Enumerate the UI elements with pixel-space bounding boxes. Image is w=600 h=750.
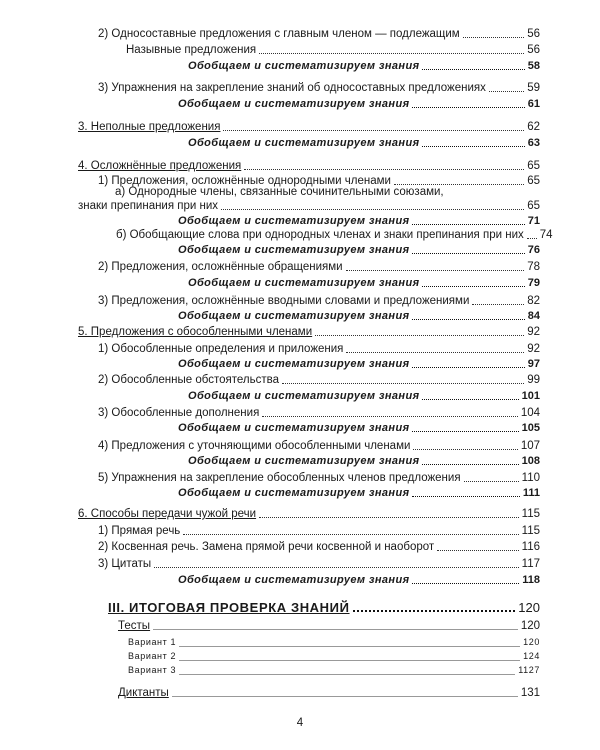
dot-leader xyxy=(412,495,519,497)
page-ref: 110 xyxy=(521,472,540,484)
entry-title: 3) Упражнения на закрепление знаний об односоставных предложениях xyxy=(98,82,486,94)
page-ref: 56 xyxy=(527,28,540,40)
part-title: III. ИТОГОВАЯ ПРОВЕРКА ЗНАНИЙ xyxy=(108,600,350,615)
toc-entry-review[interactable] xyxy=(78,274,540,290)
page-ref: 74 xyxy=(539,229,553,241)
page-ref: 82 xyxy=(527,295,540,307)
toc-entry-review[interactable] xyxy=(78,241,540,257)
page-ref: 117 xyxy=(521,558,540,570)
entry-title: 4) Предложения с уточняющими обособленными членами xyxy=(98,440,411,452)
entry-title: 1) Предложения, осложнённые однородными членами xyxy=(98,175,391,187)
entry-title: Обобщаем и систематизируем знания xyxy=(188,277,420,289)
dot-leader xyxy=(412,430,518,432)
page-ref: 97 xyxy=(527,358,540,370)
section-title: 3. Неполные предложения xyxy=(78,121,221,133)
entry-title: 2) Косвенная речь. Замена прямой речи косвенной и наоборот xyxy=(98,541,435,553)
toc-entry-review[interactable] xyxy=(78,452,540,468)
dot-leader xyxy=(422,463,518,465)
entry-title: Обобщаем и систематизируем знания xyxy=(178,487,410,499)
toc-entry[interactable] xyxy=(78,197,540,213)
entry-title: 3) Предложения, осложнённые вводными словами и предложениями xyxy=(98,295,470,307)
dot-leader xyxy=(154,566,518,568)
toc-entry[interactable] xyxy=(78,469,540,485)
page-ref: 120 xyxy=(518,600,540,615)
toc-entry[interactable] xyxy=(78,292,540,308)
entry-title: Назывные предложения xyxy=(126,44,257,56)
page-ref: 65 xyxy=(527,200,540,212)
page-ref: 63 xyxy=(527,137,540,149)
toc-entry-review[interactable] xyxy=(78,419,540,435)
toc-entry[interactable] xyxy=(78,41,540,57)
toc-entry[interactable] xyxy=(78,404,540,420)
toc-entry[interactable] xyxy=(78,538,540,554)
page-ref: 65 xyxy=(527,175,540,187)
toc-entry[interactable] xyxy=(78,79,540,95)
dot-leader xyxy=(422,68,524,70)
page-ref: 105 xyxy=(521,422,540,434)
dot-leader xyxy=(153,628,518,630)
toc-entry[interactable] xyxy=(78,555,540,571)
dot-leader xyxy=(413,448,517,450)
toc-entry-review[interactable] xyxy=(78,307,540,323)
dot-leader xyxy=(412,582,519,584)
page-ref: 108 xyxy=(521,455,540,467)
page-ref: 115 xyxy=(521,508,540,520)
section-title: 4. Осложнённые предложения xyxy=(78,160,242,172)
page-ref: 92 xyxy=(527,326,540,338)
page-ref: 124 xyxy=(523,651,540,661)
page-ref: 59 xyxy=(527,82,540,94)
entry-title: 2) Обособленные обстоятельства xyxy=(98,374,279,386)
page-ref: 78 xyxy=(527,261,540,273)
entry-title: Тесты xyxy=(118,620,151,632)
dot-leader xyxy=(183,533,518,535)
toc-entry[interactable] xyxy=(78,258,540,274)
page-ref: 131 xyxy=(520,687,540,699)
toc-entry[interactable] xyxy=(78,437,540,453)
entry-title: Обобщаем и систематизируем знания xyxy=(178,422,410,434)
section-title: 6. Способы передачи чужой речи xyxy=(78,508,257,520)
toc-entry[interactable] xyxy=(78,371,540,387)
page-ref: 84 xyxy=(527,310,540,322)
toc-part[interactable] xyxy=(78,599,540,615)
toc-entry[interactable] xyxy=(78,25,540,41)
toc-section[interactable] xyxy=(78,118,540,134)
entry-title: 1) Прямая речь xyxy=(98,525,181,537)
page-ref: 107 xyxy=(520,440,540,452)
entry-title: Обобщаем и систематизируем знания xyxy=(188,455,420,467)
toc-entry[interactable] xyxy=(78,226,553,242)
entry-title: Вариант 1 xyxy=(128,637,177,647)
dot-leader xyxy=(262,415,518,417)
dot-leader xyxy=(223,129,524,131)
dot-leader xyxy=(353,609,516,612)
entry-title-line1: а) Однородные члены, связанные сочинительными союзами, xyxy=(115,186,444,198)
dot-leader xyxy=(422,285,524,287)
entry-title: Обобщаем и систематизируем знания xyxy=(188,60,420,72)
toc-entry-review[interactable] xyxy=(78,484,540,500)
page-ref: 62 xyxy=(527,121,540,133)
toc-entry-review[interactable] xyxy=(78,134,540,150)
page-ref: 120 xyxy=(520,620,540,632)
dot-leader xyxy=(259,52,524,54)
entry-title: Обобщаем и систематизируем знания xyxy=(188,390,420,402)
entry-title: б) Обобщающие слова при однородных членах и знаки препинания при них xyxy=(116,229,524,241)
toc-section[interactable] xyxy=(78,323,540,339)
page-ref: 104 xyxy=(520,407,540,419)
page-ref: 116 xyxy=(521,541,540,553)
entry-title: 5) Упражнения на закрепление обособленных членов предложения xyxy=(98,472,461,484)
toc-entry[interactable] xyxy=(78,617,540,633)
entry-title: 3) Цитаты xyxy=(98,558,152,570)
page-ref: 118 xyxy=(522,574,540,586)
entry-title: Диктанты xyxy=(118,687,169,699)
page-ref: 71 xyxy=(527,215,540,227)
toc-entry[interactable] xyxy=(78,661,540,677)
toc-section[interactable] xyxy=(78,505,540,521)
toc-section[interactable] xyxy=(78,157,540,173)
dot-leader xyxy=(412,223,524,225)
page-ref: 58 xyxy=(527,60,540,72)
page-ref: 1127 xyxy=(518,665,540,675)
entry-title: 2) Односоставные предложения с главным членом — подлежащим xyxy=(98,28,460,40)
page-ref: 111 xyxy=(522,487,540,499)
entry-title: Обобщаем и систематизируем знания xyxy=(178,215,410,227)
dot-leader xyxy=(221,208,524,210)
page-ref: 56 xyxy=(527,44,540,56)
dot-leader xyxy=(412,366,524,368)
toc-entry-review[interactable] xyxy=(78,571,540,587)
section-title: 5. Предложения с обособленными членами xyxy=(78,326,313,338)
entry-title: Обобщаем и систематизируем знания xyxy=(178,310,410,322)
dot-leader xyxy=(412,106,524,108)
page-ref: 61 xyxy=(527,98,540,110)
entry-title: Обобщаем и систематизируем знания xyxy=(188,137,420,149)
dot-leader xyxy=(172,695,518,697)
toc-entry[interactable] xyxy=(78,684,540,700)
dot-leader xyxy=(315,334,524,336)
toc-entry[interactable] xyxy=(78,522,540,538)
entry-title: 2) Предложения, осложнённые обращениями xyxy=(98,261,343,273)
dot-leader xyxy=(437,549,519,551)
dot-leader xyxy=(346,351,524,353)
entry-title: 3) Обособленные дополнения xyxy=(98,407,260,419)
entry-title: Обобщаем и систематизируем знания xyxy=(178,574,410,586)
dot-leader xyxy=(346,269,525,271)
page-ref: 101 xyxy=(521,390,540,402)
entry-title: Обобщаем и систематизируем знания xyxy=(178,358,410,370)
toc-entry-review[interactable] xyxy=(78,387,540,403)
dot-leader xyxy=(179,673,515,675)
dot-leader xyxy=(422,398,518,400)
page-ref: 92 xyxy=(527,343,540,355)
dot-leader xyxy=(527,237,537,239)
entry-title: 1) Обособленные определения и приложения xyxy=(98,343,344,355)
dot-leader xyxy=(464,480,519,482)
dot-leader xyxy=(259,516,519,518)
dot-leader xyxy=(412,318,524,320)
entry-title: Вариант 3 xyxy=(128,665,177,675)
page-ref: 65 xyxy=(527,160,540,172)
page-ref: 99 xyxy=(527,374,540,386)
entry-title: Обобщаем и систематизируем знания xyxy=(178,98,410,110)
toc-entry-review[interactable] xyxy=(78,57,540,73)
dot-leader xyxy=(412,252,524,254)
dot-leader xyxy=(282,382,524,384)
page-number: 4 xyxy=(296,717,304,729)
dot-leader xyxy=(244,168,524,170)
page-ref: 120 xyxy=(523,637,540,647)
entry-title-line2: знаки препинания при них xyxy=(78,200,219,212)
dot-leader xyxy=(489,90,524,92)
dot-leader xyxy=(422,145,524,147)
entry-title: Обобщаем и систематизируем знания xyxy=(178,244,410,256)
dot-leader xyxy=(472,303,524,305)
page-ref: 115 xyxy=(521,525,540,537)
toc-entry-review[interactable] xyxy=(78,95,540,111)
entry-title: Вариант 2 xyxy=(128,651,177,661)
toc-entry-review[interactable] xyxy=(78,355,540,371)
toc-entry[interactable] xyxy=(78,340,540,356)
page-ref: 76 xyxy=(527,244,540,256)
page-ref: 79 xyxy=(527,277,540,289)
dot-leader xyxy=(463,36,524,38)
